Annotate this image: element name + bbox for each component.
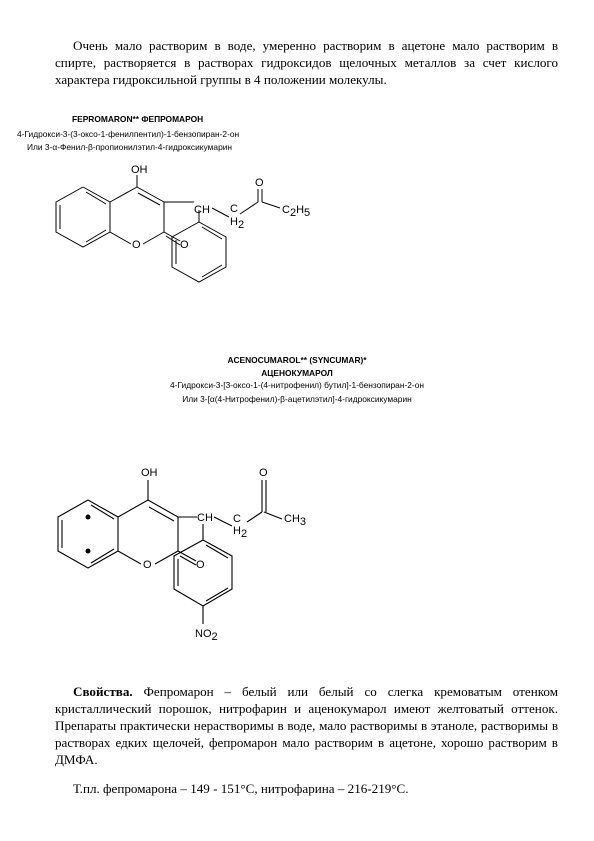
aceno-carbonyl-oxygen-label: O — [196, 559, 205, 571]
properties-text: Фепромарон – белый или белый со слегка кремоватым отенком кристаллический порошок, нитрофарин и аценокумарол имеют желтоватый оттенок. Препараты практически нерастворимы в воде, мало растворимы в этаноле, растворимы в растворах едких щелочей, фепромарон мало растворим в ацетоне, хорошо растворим в ДМФА. — [55, 684, 558, 767]
properties-heading: Свойства. — [73, 684, 133, 699]
fep-ketone-oxygen-label: O — [255, 177, 264, 189]
aceno-c-label: C — [233, 513, 241, 525]
aceno-ketone-oxygen-label: O — [259, 467, 268, 479]
melting-points: Т.пл. фепромарона – 149 - 151°С, нитрофарина – 216-219°С. — [73, 781, 409, 796]
fep-c-label: C — [230, 203, 238, 215]
acenocumarol-alt-name: Или 3-[α(4-Нитрофенил)-β-ацетилэтил]-4-гидроксикумарин — [182, 394, 412, 404]
fepromaron-iupac-name: 4-Гидрокси-3-(3-оксо-1-фенилпентил)-1-бензопиран-2-он — [17, 129, 240, 139]
acenocumarol-title-line2: АЦЕНОКУМАРОЛ — [261, 368, 333, 378]
aceno-atom-dot-bottom — [86, 549, 91, 554]
aceno-h2-label: H2 — [233, 525, 248, 540]
properties-paragraph — [55, 683, 558, 768]
intro-paragraph: Очень мало растворим в воде, умеренно растворим в ацетоне мало растворим в спирте, растворяется в растворах гидроксидов щелочных металлов за счет кислого характера гидроксильной группы в 4 положении молекулы. — [55, 38, 558, 87]
fep-ch-label: CH — [194, 204, 210, 216]
aceno-no2-label: NO2 — [195, 628, 218, 643]
fep-oh-label: OH — [131, 164, 148, 176]
aceno-atom-dot-top — [86, 515, 91, 520]
aceno-ch3-label: CH3 — [284, 513, 307, 528]
aceno-ring-oxygen-label: O — [143, 559, 152, 571]
aceno-oh-label: OH — [141, 467, 158, 479]
fepromaron-alt-name: Или 3-α-Фенил-β-пропионилэтил-4-гидроксикумарин — [27, 142, 233, 152]
fep-carbonyl-oxygen-label: O — [180, 239, 189, 251]
aceno-ch-label: CH — [197, 512, 213, 524]
acenocumarol-iupac-name: 4-Гидрокси-3-[3-оксо-1-(4-нитрофенил) бутил]-1-бензопиран-2-он — [170, 380, 424, 390]
fep-h2-label: H2 — [230, 216, 245, 231]
acenocumarol-title-line1: ACENOCUMAROL** (SYNCUMAR)* — [227, 355, 367, 365]
fepromaron-title: FEPROMARON** ФЕПРОМАРОН — [72, 114, 204, 124]
fep-ring-oxygen-label: O — [132, 239, 141, 251]
fep-c2h5-label: C2H5 — [282, 204, 311, 219]
